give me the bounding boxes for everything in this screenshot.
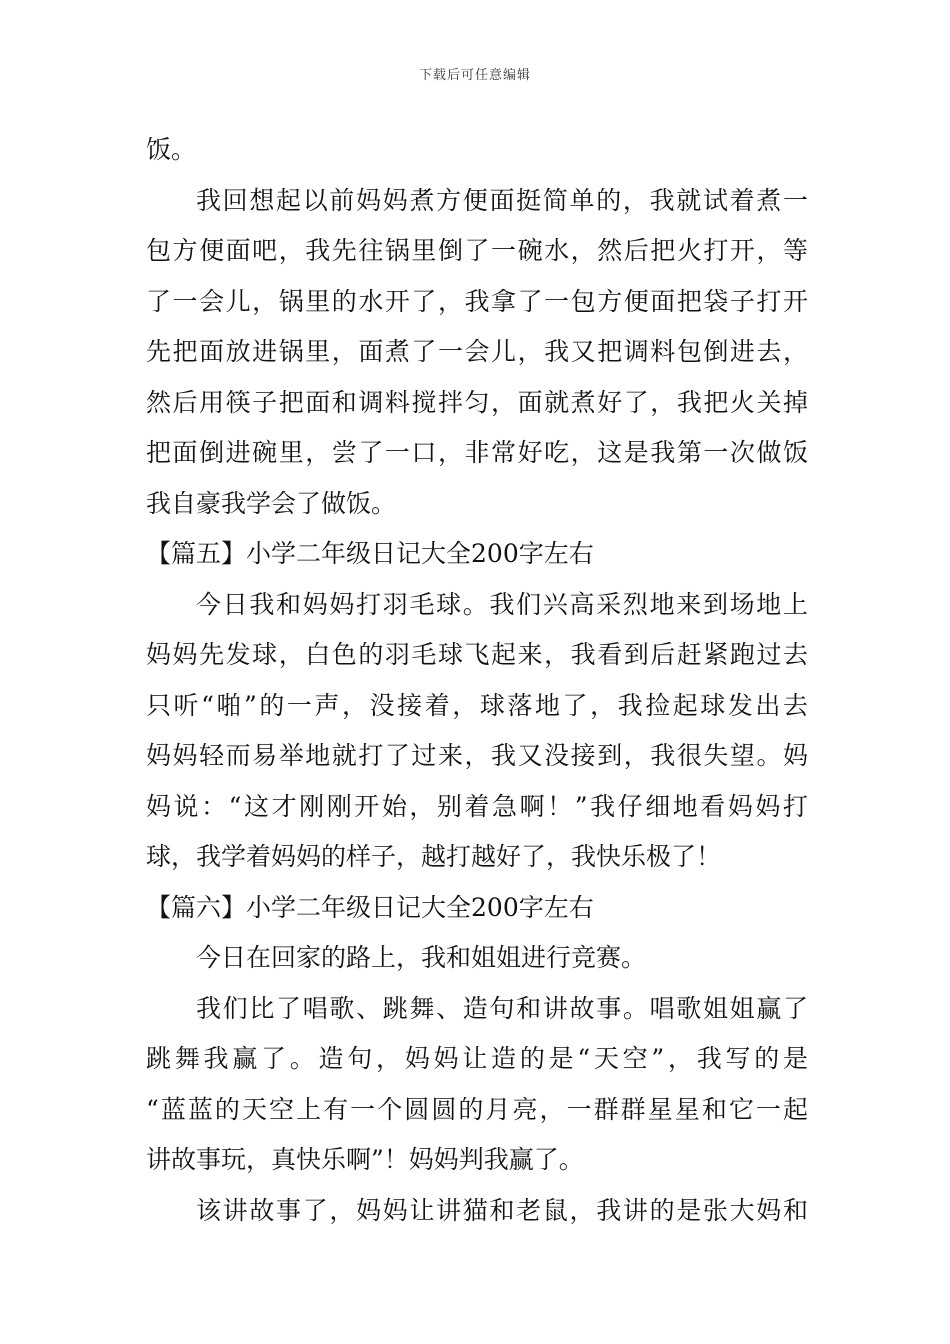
- text-line: 然后用筷子把面和调料搅拌匀，面就煮好了，我把火关掉: [146, 387, 808, 417]
- text-line: 球，我学着妈妈的样子，越打越好了，我快乐极了！: [146, 842, 722, 871]
- section-heading: 【篇六】小学二年级日记大全200字左右: [146, 892, 594, 922]
- text-line: 包方便面吧，我先往锅里倒了一碗水，然后把火打开，等: [146, 236, 808, 265]
- text-line: 我自豪我学会了做饭。: [146, 488, 397, 518]
- text-line: 跳舞我赢了。造句，妈妈让造的是“天空”，我写的是: [146, 1044, 808, 1073]
- text-line: 妈妈先发球，白色的羽毛球飞起来，我看到后赶紧跑过去: [146, 640, 808, 669]
- text-line: 今日我和妈妈打羽毛球。我们兴高采烈地来到场地上: [196, 589, 808, 619]
- text-line: 只听“啪”的一声，没接着，球落地了，我捡起球发出去: [146, 690, 808, 720]
- text-line: 妈说：“这才刚刚开始，别着急啊！”我仔细地看妈妈打: [146, 791, 808, 821]
- text-line: 讲故事玩，真快乐啊”！妈妈判我赢了。: [146, 1145, 584, 1174]
- text-line: 把面倒进碗里，尝了一口，非常好吃，这是我第一次做饭: [146, 438, 808, 467]
- text-line: 我们比了唱歌、跳舞、造句和讲故事。唱歌姐姐赢了: [196, 993, 808, 1023]
- text-line: 饭。: [146, 135, 197, 164]
- text-line: 先把面放进锅里，面煮了一会儿，我又把调料包倒进去，: [146, 337, 808, 366]
- document-body: [146, 125, 808, 1236]
- text-line: 了一会儿，锅里的水开了，我拿了一包方便面把袋子打开: [146, 286, 808, 316]
- text-line: 今日在回家的路上，我和姐姐进行竞赛。: [196, 943, 647, 972]
- text-line: 我回想起以前妈妈煮方便面挺简单的，我就试着煮一: [196, 185, 808, 215]
- text-line: “蓝蓝的天空上有一个圆圆的月亮，一群群星星和它一起: [146, 1094, 808, 1124]
- text-line: 该讲故事了，妈妈让讲猫和老鼠，我讲的是张大妈和: [196, 1195, 808, 1225]
- text-line: 妈妈轻而易举地就打了过来，我又没接到，我很失望。妈: [146, 741, 808, 770]
- section-heading: 【篇五】小学二年级日记大全200字左右: [146, 539, 594, 568]
- page-header: 下载后可任意编辑: [418, 68, 531, 83]
